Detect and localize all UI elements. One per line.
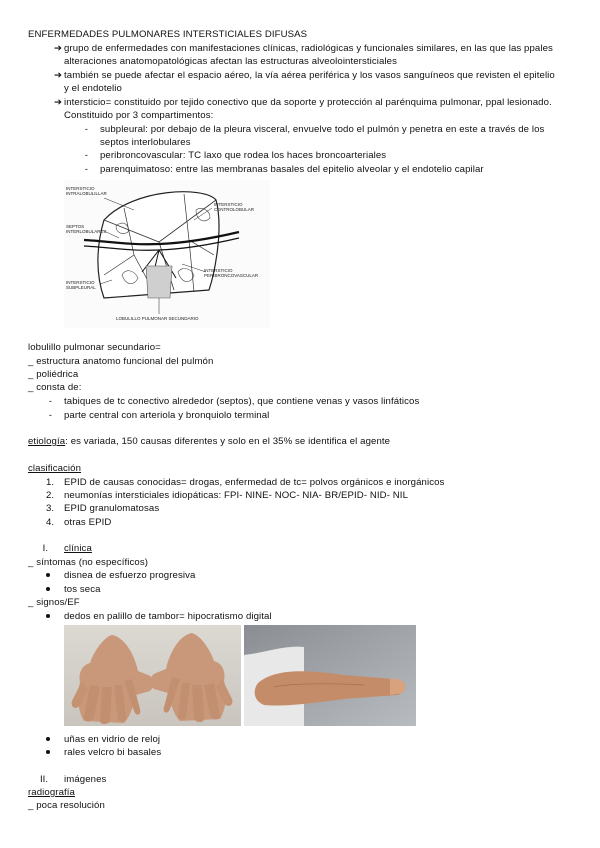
intro-item-1-line-2: alteraciones anatomopatológicas afectan las estructuras alveolointersticiales bbox=[64, 56, 398, 67]
bullet-dot bbox=[46, 750, 50, 754]
bullet-dot bbox=[46, 737, 50, 741]
lobule-diagram bbox=[64, 180, 270, 328]
etiology-text: : es variada, 150 causas diferentes y solo en el 35% se identifica el agente bbox=[65, 436, 391, 447]
lobule-line-2: _ poliédrica bbox=[28, 369, 79, 380]
sign-2: uñas en vidrio de reloj bbox=[64, 734, 161, 745]
compartment-1-line-2: septos interlobulares bbox=[100, 137, 191, 148]
symptom-2: tos seca bbox=[64, 584, 101, 595]
classification-heading: clasificación bbox=[28, 463, 82, 474]
arrow-bullet-icon: ➔ bbox=[53, 70, 62, 81]
classification-item-1: EPID de causas conocidas= drogas, enfermedad de tc= polvos orgánicos e inorgánicos bbox=[64, 477, 445, 488]
compartment-3: parenquimatoso: entre las membranas basales del epitelio alveolar y el endotelio capilar bbox=[100, 164, 484, 175]
diagram-label-septa: SEPTOS INTERLOBULARES bbox=[66, 224, 107, 234]
intro-item-1-line-1: grupo de enfermedades con manifestaciones clínicas, radiológicas y funcionales similares, en las que las ppales bbox=[64, 43, 553, 54]
compartment-1-line-1: subpleural: por debajo de la pleura visceral, envuelve todo el pulmón y penetra en este a través de los bbox=[100, 124, 545, 135]
symptoms-heading: _ síntomas (no específicos) bbox=[28, 557, 149, 568]
lobule-line-3: _ consta de: bbox=[28, 382, 82, 393]
etiology-line bbox=[28, 436, 390, 448]
classification-item-3: EPID granulomatosas bbox=[64, 503, 160, 514]
diagram-label-subpleural: INTERSTICIO SUBPLEURAL bbox=[66, 280, 96, 290]
radiography-heading: radiografía bbox=[28, 787, 75, 798]
list-number: 4. bbox=[45, 517, 54, 528]
clinical-heading: clínica bbox=[64, 543, 92, 554]
symptom-1: disnea de esfuerzo progresiva bbox=[64, 570, 196, 581]
dash-bullet: - bbox=[84, 164, 88, 175]
arrow-bullet-icon: ➔ bbox=[53, 43, 62, 54]
sign-3: rales velcro bi basales bbox=[64, 747, 162, 758]
finger-profile-photo bbox=[244, 625, 416, 726]
intro-item-2-line-1: también se puede afectar el espacio aéreo, la vía aérea periférica y los vasos sanguíneos que revisten el epitelio bbox=[64, 70, 555, 81]
diagram-label-peribronchovascular: INTERSTICIO PERIBRONCOVASCULAR bbox=[204, 268, 259, 278]
lobule-line-1: _ estructura anatomo funcional del pulmón bbox=[28, 356, 214, 367]
hands-photo bbox=[64, 625, 241, 726]
roman-numeral: II. bbox=[40, 774, 48, 785]
dash-bullet: - bbox=[48, 396, 52, 407]
diagram-label-centrilobular: INTERSTICIO CENTROLOBULAR bbox=[214, 202, 255, 212]
list-number: 3. bbox=[45, 503, 54, 514]
roman-numeral: I. bbox=[42, 543, 48, 554]
list-number: 2. bbox=[45, 490, 54, 501]
radiography-line-1: _ poca resolución bbox=[28, 800, 105, 811]
compartment-2: peribroncovascular: TC laxo que rodea los haces broncoarteriales bbox=[100, 150, 387, 161]
intro-item-3-line-2: Constituido por 3 compartimentos: bbox=[64, 110, 214, 121]
sign-1: dedos en palillo de tambor= hipocratismo digital bbox=[64, 611, 272, 622]
dash-bullet: - bbox=[48, 410, 52, 421]
dash-bullet: - bbox=[84, 150, 88, 161]
intro-item-3-line-1: intersticio= constituido por tejido conectivo que da soporte y protección al parénquima pulmonar, ppal lesionado. bbox=[64, 97, 552, 108]
lobule-detail-2: parte central con arteriola y bronquiolo terminal bbox=[64, 410, 270, 421]
lobule-heading: lobulillo pulmonar secundario= bbox=[28, 342, 161, 353]
classification-item-4: otras EPID bbox=[64, 517, 112, 528]
list-number: 1. bbox=[45, 477, 54, 488]
imaging-heading: imágenes bbox=[64, 774, 107, 785]
diagram-label-lobule: LOBULILLO PULMONAR SECUNDARIO bbox=[116, 316, 199, 321]
etiology-label: etiología bbox=[28, 436, 66, 447]
bullet-dot bbox=[46, 587, 50, 591]
lobule-detail-1: tabiques de tc conectivo alrededor (septos), que contiene venas y vasos linfáticos bbox=[64, 396, 420, 407]
bullet-dot bbox=[46, 614, 50, 618]
diagram-label-intralobular: INTERSTICIO INTRALOBULILLAR bbox=[66, 186, 107, 196]
classification-item-2: neumonías intersticiales idiopáticas: FPI- NINE- NOC- NIA- BR/EPID- NID- NIL bbox=[64, 490, 408, 501]
document-title: ENFERMEDADES PULMONARES INTERSTICIALES DIFUSAS bbox=[28, 29, 308, 40]
dash-bullet: - bbox=[84, 124, 88, 135]
intro-item-2-line-2: y el endotelio bbox=[64, 83, 122, 94]
bullet-dot bbox=[46, 573, 50, 577]
signs-heading: _ signos/EF bbox=[28, 597, 80, 608]
arrow-bullet-icon: ➔ bbox=[53, 97, 62, 108]
